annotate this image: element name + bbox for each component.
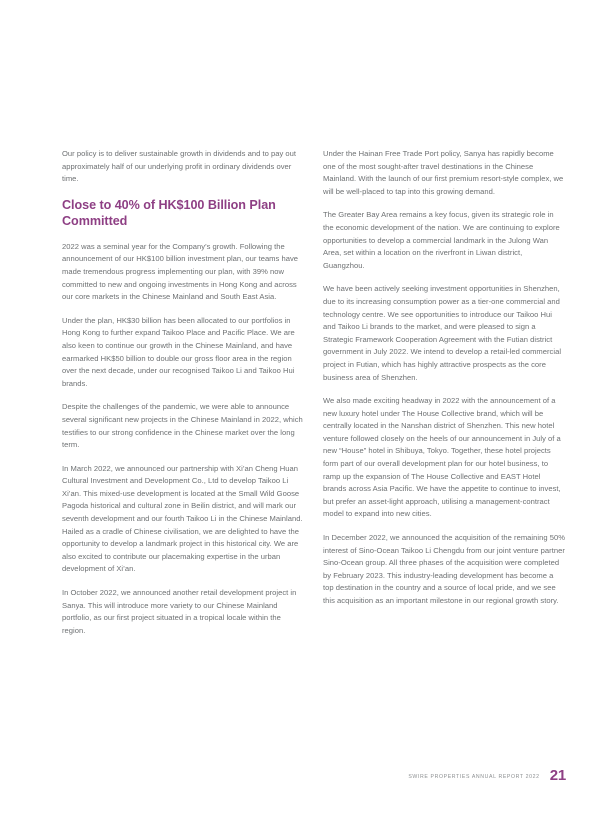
paragraph-plan-allocation: Under the plan, HK$30 billion has been allocated to our portfolios in Hong Kong to further expand Taikoo Place and Pacific Place. We are also keen to continue our growth in the Chinese Mainland, and have earmarked HK$50 billion to double our gross floor area in the region over the next decade, under our recognised Taikoo Li and Taikoo Hui brands.: [62, 315, 295, 388]
footer-publication-label: SWIRE PROPERTIES ANNUAL REPORT 2022: [408, 774, 540, 780]
page-footer: [0, 768, 600, 798]
paragraph-xian-partnership: In March 2022, we announced our partnership with Xi’an Cheng Huan Cultural Investment and Development Co., Ltd to develop Taikoo Li Xi’an. This mixed-use development is located at the Small Wild Goose Pagoda historical and cultural zone in Beilin district, and will mark our seventh development and our fourth Taikoo Li in the Chinese Mainland. Hailed as a cradle of Chinese civilisation, we are delighted to have the opportunity to develop a landmark project in this historical city. We are also excited to contribute our placemaking expertise in the urban development of Xi’an.: [62, 463, 303, 574]
paragraph-shenzhen-investment: We have been actively seeking investment opportunities in Shenzhen, due to its increasing consumption power as a tier-one commercial and technology centre. We see opportunities to introduce our Taikoo Hui and Taikoo Li brands to the market, and were pleased to sign a Strategic Framework Cooperation Agreement with the Futian district government in July 2022. We intend to develop a retail-led commercial project in Futian, which has highly attractive prospects as the core business area of Shenzhen.: [323, 284, 562, 382]
right-text-column: [323, 148, 565, 637]
page-section-heading: Close to 40% of HK$100 Billion Plan Committed: [62, 197, 276, 229]
paragraph-sanya-project: In October 2022, we announced another retail development project in Sanya. This will introduce more variety to our Chinese Mainland portfolio, as our first project situated in a tropical locale within the region.: [62, 588, 297, 635]
left-text-column: [62, 148, 304, 637]
paragraph-hotel-expansion: We also made exciting headway in 2022 with the announcement of a new luxury hotel under The House Collective brand, which will be centrally located in the Nanshan district of Shenzhen. This new hotel venture followed closely on the heels of our announcement in July of a new “House” hotel in Shibuya, Tokyo. Together, these hotel projects form part of our overall development plan for our hotel business, to ramp up the expansion of The House Collective and EAST Hotel brands across Asia Pacific. We have the appetite to continue to invest, but prefer an asset-light approach, utilising a management-contract model to expand into new cities.: [323, 396, 561, 519]
paragraph-dividend-policy: Our policy is to deliver sustainable growth in dividends and to pay out approximately half of our underlying profit in ordinary dividends over time.: [62, 149, 297, 184]
paragraph-seminal-year: 2022 was a seminal year for the Company’s growth. Following the announcement of our HK$100 billion investment plan, our teams have made tremendous progress implementing our plan, with 39% now committed to new and ongoing investments in Hong Kong and across our core markets in the Chinese Mainland and South East Asia.: [62, 241, 299, 302]
paragraph-chengdu-acquisition: In December 2022, we announced the acquisition of the remaining 50% interest of Sino-Ocean Taikoo Li Chengdu from our joint venture partner Sino-Ocean group. All three phases of the acquisition were completed by February 2023. This industry-leading development has become a top destination in the country and a source of local pride, and we see this acquisition as an important milestone in our regional growth story.: [323, 533, 565, 605]
paragraph-pandemic-projects: Despite the challenges of the pandemic, we were able to announce several significant new projects in the Chinese Mainland in 2022, which testifies to our strong confidence in the Chinese market over the long term.: [62, 402, 303, 450]
two-column-content: [62, 148, 566, 637]
paragraph-greater-bay-area: The Greater Bay Area remains a key focus, given its strategic role in the economic development of the nation. We are continuing to explore opportunities to develop a commercial landmark in the Julong Wan Area, set within a location on the riverfront in Liwan district, Guangzhou.: [323, 210, 560, 270]
page-number: 21: [549, 767, 566, 784]
footer-inner: [408, 768, 566, 783]
paragraph-hainan-policy: Under the Hainan Free Trade Port policy, Sanya has rapidly become one of the most sought-after travel destinations in the Chinese Mainland. With the launch of our first premium resort-style complex, we will be well-placed to tap into this growing demand.: [323, 149, 564, 196]
